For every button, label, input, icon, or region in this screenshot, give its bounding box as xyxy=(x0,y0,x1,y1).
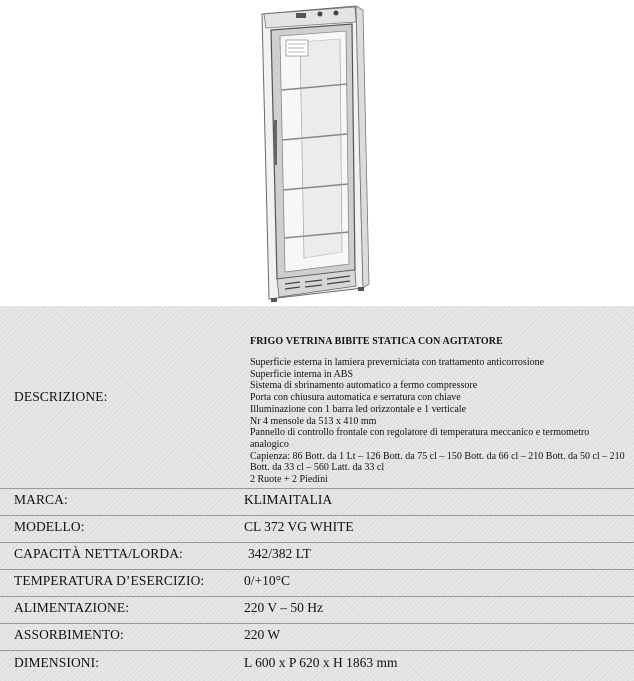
row-divider xyxy=(0,650,634,651)
description-line: 2 Ruote + 2 Piedini xyxy=(250,474,328,486)
product-title: FRIGO VETRINA BIBITE STATICA CON AGITATORE xyxy=(250,336,503,347)
dimensioni-value: L 600 x P 620 x H 1863 mm xyxy=(244,655,398,670)
description-line: Sistema di sbrinamento automatico a fermo compressore xyxy=(250,380,478,392)
description-line: Illuminazione con 1 barra led orizzontale e 1 verticale xyxy=(250,403,467,415)
assorbimento-value: 220 W xyxy=(244,627,281,642)
row-divider xyxy=(0,596,634,597)
temperatura-label: TEMPERATURA D’ESERCIZIO: xyxy=(14,573,205,588)
temperatura-value: 0/+10°C xyxy=(244,573,291,588)
description-list xyxy=(250,357,630,486)
capacita-value: 342/382 LT xyxy=(248,546,311,561)
descrizione-label: DESCRIZIONE: xyxy=(14,389,108,404)
row-divider xyxy=(0,515,634,516)
description-line: Nr 4 mensole da 513 x 410 mm xyxy=(250,415,377,427)
marca-label: MARCA: xyxy=(14,492,68,507)
alimentazione-value: 220 V – 50 Hz xyxy=(244,600,324,615)
dimensioni-label: DIMENSIONI: xyxy=(14,655,100,670)
modello-label: MODELLO: xyxy=(14,519,85,534)
fridge-illustration xyxy=(0,0,634,306)
description-line: Capienza: 86 Bott. da 1 Lt – 126 Bott. da 75 cl – 150 Bott. da 66 cl – 210 Bott. da 50 cl – 210 Bott. da 33 cl – 560 Latt. da 33 cl xyxy=(250,450,625,474)
marca-value: KLIMAITALIA xyxy=(244,492,333,507)
row-divider xyxy=(0,623,634,624)
capacita-label: CAPACITÀ NETTA/LORDA: xyxy=(14,546,183,561)
product-photo xyxy=(0,0,634,306)
modello-value: CL 372 VG WHITE xyxy=(244,519,354,534)
description-line: Superficie esterna in lamiera preverniciata con trattamento anticorrosione xyxy=(250,357,545,368)
row-divider xyxy=(0,569,634,570)
row-divider xyxy=(0,488,634,489)
assorbimento-label: ASSORBIMENTO: xyxy=(14,627,124,642)
description-line: Superficie interna in ABS xyxy=(250,368,354,380)
row-divider xyxy=(0,542,634,543)
alimentazione-label: ALIMENTAZIONE: xyxy=(14,600,130,615)
description-line: Porta con chiusura automatica e serratura con chiave xyxy=(250,392,461,404)
description-line: Pannello di controllo frontale con regolatore di temperatura meccanico e termometro analogico xyxy=(250,427,590,450)
